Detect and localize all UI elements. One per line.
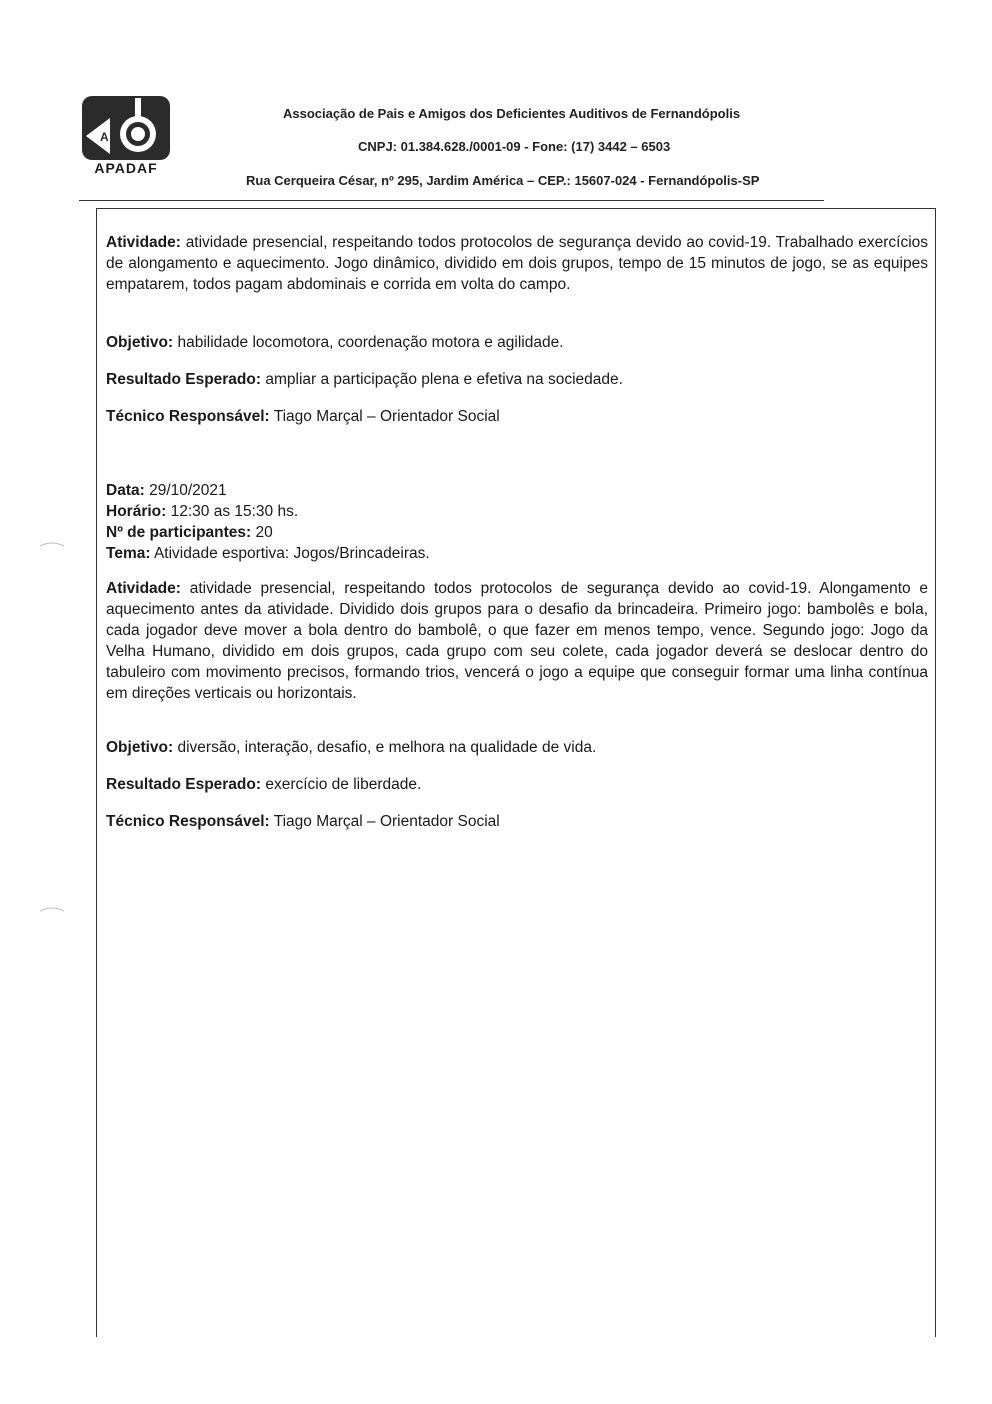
- horario-value: 12:30 as 15:30 hs.: [170, 503, 299, 520]
- atividade-label: Atividade:: [106, 580, 181, 597]
- tecnico-text: Tiago Marçal – Orientador Social: [273, 408, 500, 425]
- resultado-label: Resultado Esperado:: [106, 776, 262, 793]
- atividade-text: atividade presencial, respeitando todos protocolos de segurança devido ao covid-19. Trabalhado exercícios de alongamento e aquecimento. Jogo dinâmico, dividido em dois grupos, tempo de 15 minutos de jogo, se as equipes empatarem, todos pagam abdominais e corrida em volta do campo.: [106, 234, 929, 293]
- tema-label: Tema:: [106, 545, 151, 562]
- section2-atividade: [106, 578, 928, 704]
- objetivo-label: Objetivo:: [106, 739, 174, 756]
- section1-atividade: [106, 232, 928, 295]
- objetivo-label: Objetivo:: [106, 334, 174, 351]
- section1-objetivo: [106, 332, 928, 353]
- svg-text:A: A: [100, 130, 109, 144]
- section2-objetivo: [106, 737, 928, 758]
- tecnico-label: Técnico Responsável:: [106, 813, 270, 830]
- header-cnpj: CNPJ: 01.384.628./0001-09 - Fone: (17) 3442 – 6503: [358, 139, 671, 154]
- header-address: Rua Cerqueira César, nº 295, Jardim América – CEP.: 15607-024 - Fernandópolis-SP: [246, 173, 760, 188]
- tema-value: Atividade esportiva: Jogos/Brincadeiras.: [153, 545, 430, 562]
- document-body: [106, 230, 928, 832]
- section2-resultado: [106, 774, 928, 795]
- horario-row: [106, 501, 928, 522]
- atividade-label: Atividade:: [106, 234, 181, 251]
- tecnico-label: Técnico Responsável:: [106, 408, 270, 425]
- section2-tecnico: [106, 811, 928, 832]
- data-row: [106, 480, 928, 501]
- logo-text: APADAF: [94, 160, 158, 176]
- participantes-label: Nº de participantes:: [106, 524, 252, 541]
- section1-tecnico: [106, 406, 928, 427]
- atividade-text: atividade presencial, respeitando todos protocolos de segurança devido ao covid-19. Alongamento e aquecimento antes da atividade. Dividido dois grupos para o desafio da brincadeira. Primeiro jogo: bambolês e bola, cada jogador deve mover a bola dentro do bambolê, o que fazer em menos tempo, vence. Segundo jogo: Jogo da Velha Humano, dividido em dois grupos, cada grupo com seu colete, cada jogador deverá se deslocar dentro do tabuleiro com movimento precisos, formando trios, vencerá o jogo a equipe que conseguir formar uma linha contínua em direções verticais ou horizontais.: [106, 580, 928, 702]
- scan-mark: [38, 905, 66, 913]
- data-value: 29/10/2021: [149, 482, 227, 499]
- header-org-name: Associação de Pais e Amigos dos Deficientes Auditivos de Fernandópolis: [283, 106, 741, 121]
- participantes-row: [106, 522, 928, 543]
- scan-mark: [38, 540, 66, 548]
- resultado-label: Resultado Esperado:: [106, 371, 262, 388]
- objetivo-text: diversão, interação, desafio, e melhora na qualidade de vida.: [177, 739, 597, 756]
- section2-meta: [106, 480, 928, 564]
- header-rule: [79, 200, 824, 201]
- tema-row: [106, 543, 928, 564]
- resultado-text: ampliar a participação plena e efetiva na sociedade.: [265, 371, 623, 388]
- horario-label: Horário:: [106, 503, 167, 520]
- participantes-value: 20: [255, 524, 273, 541]
- section1-resultado: [106, 369, 928, 390]
- data-label: Data:: [106, 482, 145, 499]
- tecnico-text: Tiago Marçal – Orientador Social: [273, 813, 500, 830]
- resultado-text: exercício de liberdade.: [265, 776, 422, 793]
- objetivo-text: habilidade locomotora, coordenação motora e agilidade.: [177, 334, 564, 351]
